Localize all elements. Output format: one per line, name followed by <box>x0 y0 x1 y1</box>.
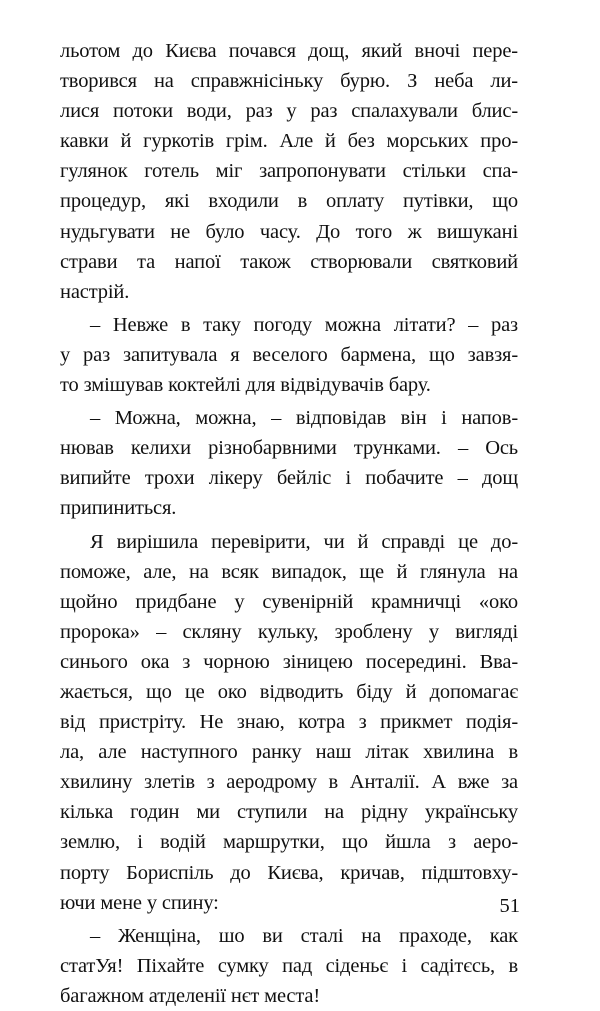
text-line: – Невже в таку погоду можна літати? – раз <box>90 313 518 336</box>
text-line: жається, що це око відводить біду й допомагає <box>60 680 518 703</box>
text-line: випийте трохи лікеру бейліс і побачите – дощ <box>60 467 518 490</box>
text-line: кілька годин ми ступили на рідну українську <box>60 801 518 824</box>
body-text <box>60 36 518 1011</box>
text-line: – Женщіна, шо ви сталі на праходе, как <box>90 924 518 947</box>
text-line: лися потоки води, раз у раз спалахували блис- <box>60 100 518 123</box>
text-line: хвилину злетів з аеродрому в Анталії. А вже за <box>60 771 518 794</box>
text-line: землю, і водій маршрутки, що йшла з аеро- <box>60 831 518 854</box>
text-line: припиниться. <box>60 497 177 520</box>
text-line: творився на справжнісіньку бурю. З неба ли- <box>60 70 518 93</box>
text-line: льотом до Києва почався дощ, який вночі пере- <box>60 40 518 62</box>
text-line: нудьгувати не було часу. До того ж вишукані <box>60 220 518 243</box>
text-line: синього ока з чорною зіницею посередині. Вва- <box>60 650 518 673</box>
text-line: багажном атделенії нєт места! <box>60 984 321 1007</box>
text-line: Я вирішила перевірити, чи й справді це до- <box>90 530 518 553</box>
text-line: статУя! Піхайте сумку пад сіденьє і садітєсь, в <box>60 954 518 977</box>
text-line: у раз запитувала я веселого бармена, що завзя- <box>60 343 518 366</box>
text-line: ючи мене у спину: <box>60 891 219 914</box>
text-line: щойно придбане у сувенірній крамничці «око <box>60 590 518 613</box>
text-line: – Можна, можна, – відповідав він і напов- <box>90 407 518 430</box>
text-line: кавки й гуркотів грім. Але й без морських про- <box>60 130 518 153</box>
text-line: гулянок готель міг запропонувати стільки спа- <box>60 160 518 183</box>
text-line: пророка» – скляну кульку, зроблену у вигляді <box>60 620 518 643</box>
text-line: поможе, але, на всяк випадок, ще й глянула на <box>60 560 518 583</box>
text-line: процедур, які входили в оплату путівки, що <box>60 190 518 213</box>
text-line: від пристріту. Не знаю, котра з прикмет подія- <box>60 711 518 734</box>
text-line: страви та напої також створювали святковий <box>60 250 518 273</box>
text-line: ла, але наступного ранку наш літак хвилина в <box>60 741 518 764</box>
text-line: то змішував коктейлі для відвідувачів бару. <box>60 374 431 397</box>
text-line: нював келихи різнобарвними трунками. – Ось <box>60 437 518 460</box>
text-line: порту Бориспіль до Києва, кричав, підштовху- <box>60 861 518 884</box>
page-number: 51 <box>499 895 520 917</box>
text-line: настрій. <box>60 280 130 303</box>
